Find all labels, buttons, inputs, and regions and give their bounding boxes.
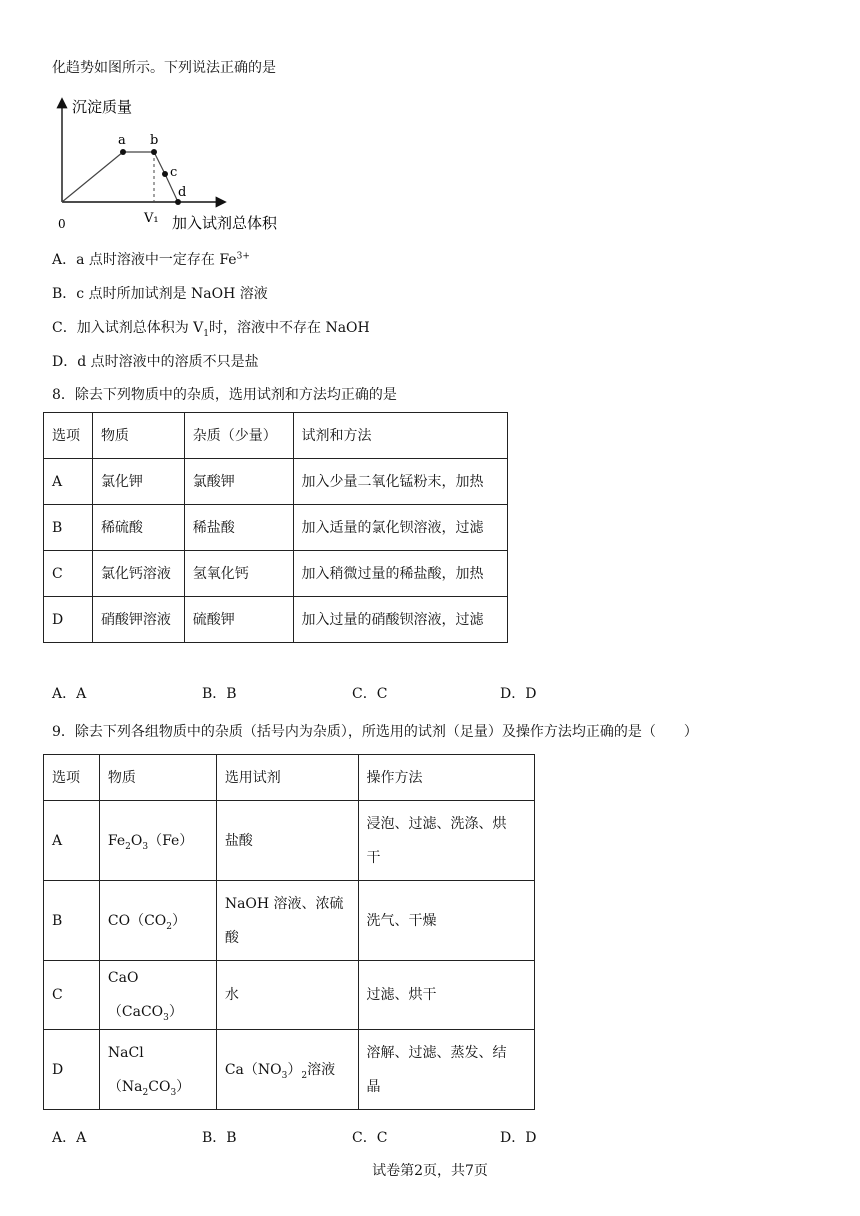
table-cell: 稀盐酸 [184,505,293,551]
table-cell: A [44,801,100,881]
table-row [44,551,508,597]
table-cell: 溶解、过滤、蒸发、结 晶 [358,1030,534,1110]
point-a [120,149,126,155]
y-axis-label: 沉淀质量 [72,98,133,116]
table-cell: $Ca(NO_3)_2$溶液 [216,1030,358,1110]
q7-option-a: A．a 点时溶液中一定存在 $Fe^{3+}$ [52,251,250,268]
q8-answer-a: A．A [52,686,87,702]
x-axis-label: 加入试剂总体积 [172,214,278,232]
q8-header-row [44,413,508,459]
q8-answer-c: C．C [352,686,388,702]
q9-header-row [44,755,535,801]
table-cell: $NaCl(Na_2CO_3)$ [99,1030,216,1110]
table-cell: 盐酸 [216,801,358,881]
precipitate-graph [52,94,302,234]
q9-answer-d: D．D [500,1130,537,1146]
table-cell: 氯化钾 [92,459,184,505]
q8-answer-d: D．D [500,686,537,702]
q7-option-c: C．加入试剂总体积为 $V_1$时，溶液中不存在 NaOH [52,320,370,339]
table-cell: 加入少量二氧化锰粉末，加热 [293,459,507,505]
table-cell: 过滤、烘干 [358,961,534,1030]
table-row [44,505,508,551]
table-cell: 加入稍微过量的稀盐酸，加热 [293,551,507,597]
table-cell: 稀硫酸 [92,505,184,551]
table-cell: $CO(CO_2)$ [99,881,216,961]
label-d: d [178,185,187,200]
v1-label: V₁ [144,211,159,226]
q9-header-cell: 操作方法 [358,755,534,801]
table-row [44,881,535,961]
table-cell: A [44,459,93,505]
q8-table [43,412,508,643]
table-cell: 浸泡、过滤、洗涤、烘 干 [358,801,534,881]
q8-header-cell: 试剂和方法 [293,413,507,459]
table-cell: $Fe_2O_3(Fe)$ [99,801,216,881]
point-c [162,171,168,177]
q8-header-cell: 选项 [44,413,93,459]
q9-stem: 9．除去下列各组物质中的杂质（括号内为杂质），所选用的试剂（足量）及操作方法均正确的是（ ） [52,724,698,740]
q9-answer-options [52,1127,572,1147]
page-footer: 试卷第2页，共7页 [372,1163,488,1179]
table-cell: 氯酸钾 [184,459,293,505]
label-c: c [170,165,178,180]
table-row [44,801,535,881]
table-row [44,1030,535,1110]
q7-intro: 化趋势如图所示。下列说法正确的是 [52,60,276,76]
origin-label: 0 [58,217,66,231]
q9-header-cell: 选用试剂 [216,755,358,801]
table-cell: 水 [216,961,358,1030]
table-cell: CaO（CaCO$_3$） [99,961,216,1030]
q9-header-cell: 选项 [44,755,100,801]
table-row [44,459,508,505]
table-cell: 洗气、干燥 [358,881,534,961]
table-cell: NaOH 溶液、浓硫 酸 [216,881,358,961]
table-cell: 加入适量的氯化钡溶液，过滤 [293,505,507,551]
table-row [44,961,535,1030]
q9-answer-a: A．A [52,1130,87,1146]
table-cell: 氯化钙溶液 [92,551,184,597]
q9-header-cell: 物质 [99,755,216,801]
table-cell: 氢氧化钙 [184,551,293,597]
table-row [44,597,508,643]
q8-header-cell: 杂质（少量） [184,413,293,459]
table-cell: 加入过量的硝酸钡溶液，过滤 [293,597,507,643]
point-b [151,149,157,155]
table-cell: B [44,881,100,961]
q8-header-cell: 物质 [92,413,184,459]
table-cell: C [44,551,93,597]
q7-option-b: B．c 点时所加试剂是 NaOH 溶液 [52,286,268,302]
table-cell: B [44,505,93,551]
table-cell: 硝酸钾溶液 [92,597,184,643]
table-cell: 硫酸钾 [184,597,293,643]
precipitate-curve [62,152,178,202]
q9-answer-c: C．C [352,1130,388,1146]
q8-answer-b: B．B [202,686,237,702]
q9-table [43,754,535,1110]
label-b: b [150,133,159,148]
q7-option-d: D．d 点时溶液中的溶质不只是盐 [52,354,259,370]
table-cell: D [44,1030,100,1110]
q8-stem: 8．除去下列物质中的杂质，选用试剂和方法均正确的是 [52,387,397,403]
table-cell: C [44,961,100,1030]
q9-answer-b: B．B [202,1130,237,1146]
table-cell: D [44,597,93,643]
label-a: a [118,133,126,148]
q8-answer-options [52,683,572,703]
